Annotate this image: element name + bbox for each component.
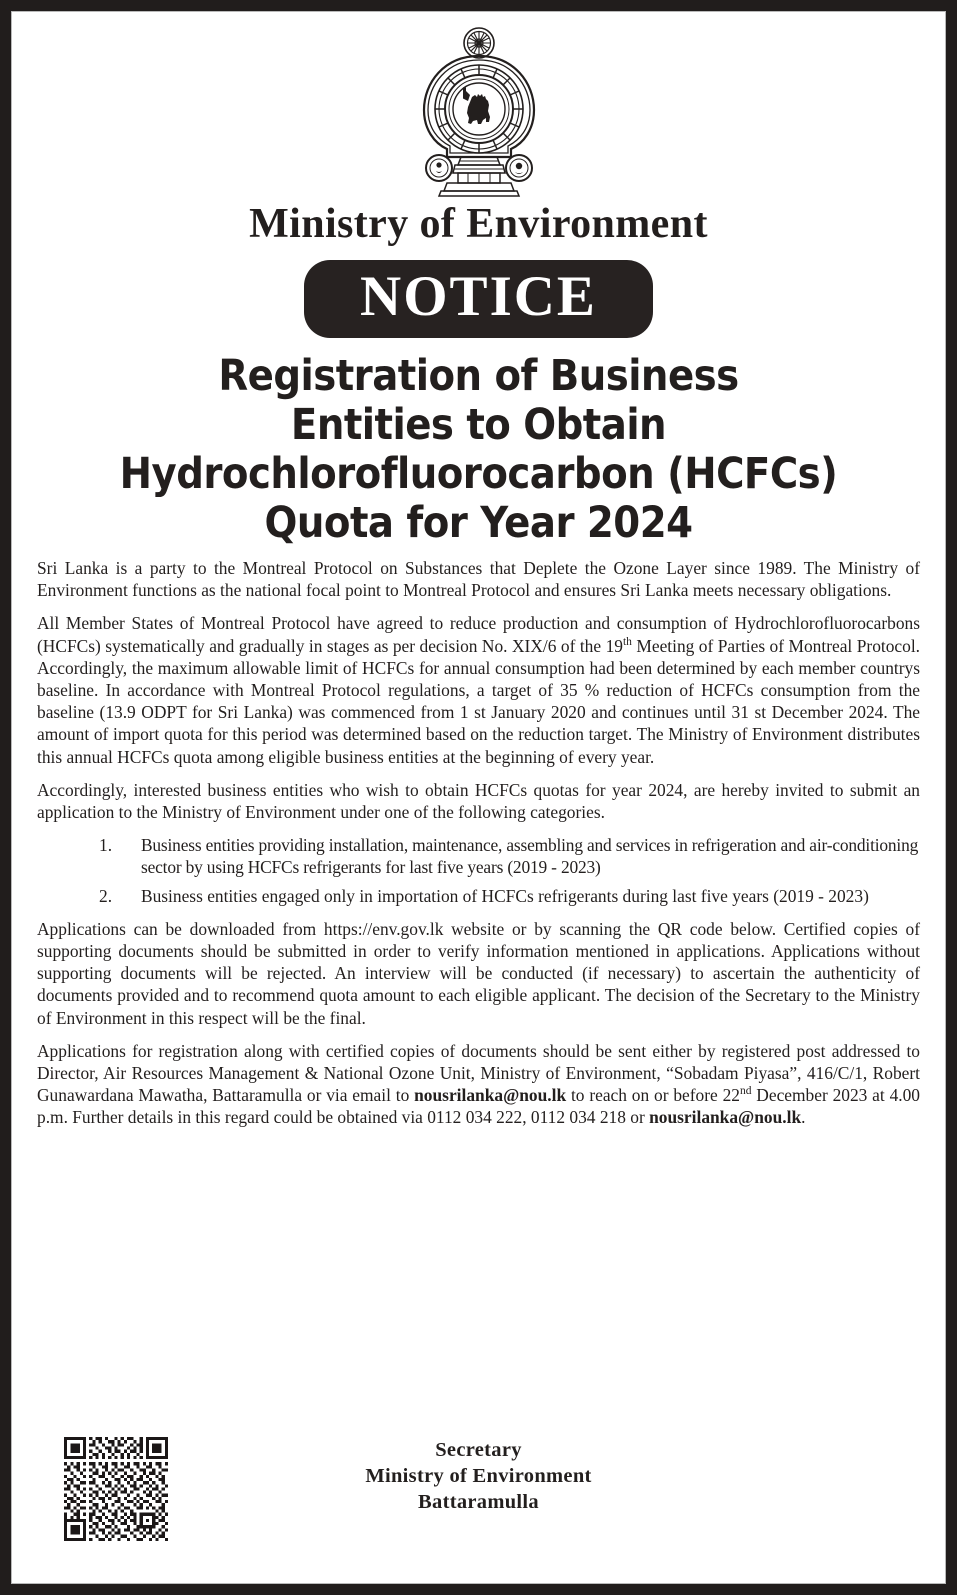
emblem-container bbox=[12, 12, 945, 197]
paragraph-applications: Applications can be downloaded from https://env.gov.lk website or by scanning the QR code below. Certified copies of supporting documents should be submitted in order to verify information mentioned in applications. Applications without supporting documents will be rejected. An interview will be conducted (if necessary) to ascertain the authenticity of documents provided and to recommend quota amount to each eligible applicant. The decision of the Secretary to the Ministry of Environment in this respect will be the final. bbox=[37, 918, 920, 1028]
list-item bbox=[37, 885, 920, 907]
notice-subject-title bbox=[71, 352, 886, 548]
footer bbox=[12, 1429, 945, 1549]
title-line-3: Hydrochlorofluorocarbon (HCFCs) bbox=[119, 448, 838, 499]
email-address: nousrilanka@nou.lk bbox=[414, 1085, 567, 1106]
title-line-1: Registration of Business bbox=[218, 350, 739, 401]
signature-role: Secretary bbox=[435, 1439, 522, 1461]
list-item-marker: 1. bbox=[99, 835, 113, 856]
paragraph-protocol-part-b: Meeting of Parties of Montreal Protocol. Accordingly, the maximum allowable limit of HCFCs for annual consumption had been determined by each member countrys baseline. In accordance with Montreal Protocol regulations, a target of 35 % reduction of HCFCs consumption from the baseline (13.9 ODPT for Sri Lanka) was commenced from 1 st January 2020 and continues until 31 st December 2024. The amount of import quota for this period was determined based on the reduction target. The Ministry of Environment distributes this annual HCFCs quota among eligible business entities at the beginning of every year. bbox=[37, 635, 921, 767]
email-address-secondary: nousrilanka@nou.lk bbox=[649, 1107, 802, 1128]
paragraph-submission-part-a: Applications for registration along with certified copies of documents should be sent either by registered post addressed to Director, Air Resources Management & National Ozone Unit, Ministry of Environment, “Sobadam Piyasa”, 416/C/1, Robert Gunawardana Mawatha, Battaramulla or via email to bbox=[37, 1040, 920, 1106]
notice-badge: NOTICE bbox=[304, 260, 653, 338]
list-item-label: Business entities engaged only in importation of HCFCs refrigerants during last five years (2019 - 2023) bbox=[141, 885, 869, 906]
list-item bbox=[37, 834, 920, 878]
paragraph-submission-part-c: December 2023 at 4.00 p.m. Further details in this regard could be obtained via 0112 034 222, 0112 034 218 or bbox=[37, 1085, 920, 1128]
paragraph-submission-part-b: to reach on or before 22 bbox=[566, 1085, 740, 1106]
signature-location: Battaramulla bbox=[418, 1491, 539, 1513]
paragraph-intro: Sri Lanka is a party to the Montreal Protocol on Substances that Deplete the Ozone Layer since 1989. The Ministry of Environment functions as the national focal point to Montreal Protocol and ensures Sri Lanka meets necessary obligations. bbox=[37, 557, 920, 601]
title-line-4: Quota for Year 2024 bbox=[264, 497, 693, 548]
signature-organization: Ministry of Environment bbox=[365, 1465, 592, 1487]
title-line-2: Entities to Obtain bbox=[290, 399, 667, 450]
paragraph-submission bbox=[37, 1040, 920, 1129]
categories-list bbox=[37, 834, 920, 907]
ordinal-th: th bbox=[622, 635, 632, 648]
sri-lanka-national-emblem-icon bbox=[414, 25, 544, 197]
paragraph-submission-part-d: . bbox=[801, 1107, 806, 1128]
ordinal-nd: nd bbox=[739, 1085, 752, 1098]
list-item-marker: 2. bbox=[99, 885, 113, 906]
paragraph-invitation: Accordingly, interested business entities who wish to obtain HCFCs quotas for year 2024, are hereby invited to submit an application to the Ministry of Environment under one of the following categories. bbox=[37, 779, 920, 823]
paragraph-protocol bbox=[37, 612, 920, 767]
paragraph-protocol-part-a: All Member States of Montreal Protocol have agreed to reduce production and consumption of Hydrochlorofluorocarbons (HCFCs) systematically and gradually in stages as per decision No. XIX/6 of the 19 bbox=[37, 613, 920, 656]
notice-badge-row bbox=[12, 260, 945, 338]
page-title: Ministry of Environment bbox=[249, 201, 708, 247]
notice-sheet bbox=[11, 11, 946, 1584]
signature-block bbox=[12, 1437, 945, 1515]
notice-body bbox=[37, 557, 920, 1129]
list-item-label: Business entities providing installation, maintenance, assembling and services in refrigeration and air-conditioning sector by using HCFCs refrigerants for last five years (2019 - 2023) bbox=[141, 835, 919, 878]
